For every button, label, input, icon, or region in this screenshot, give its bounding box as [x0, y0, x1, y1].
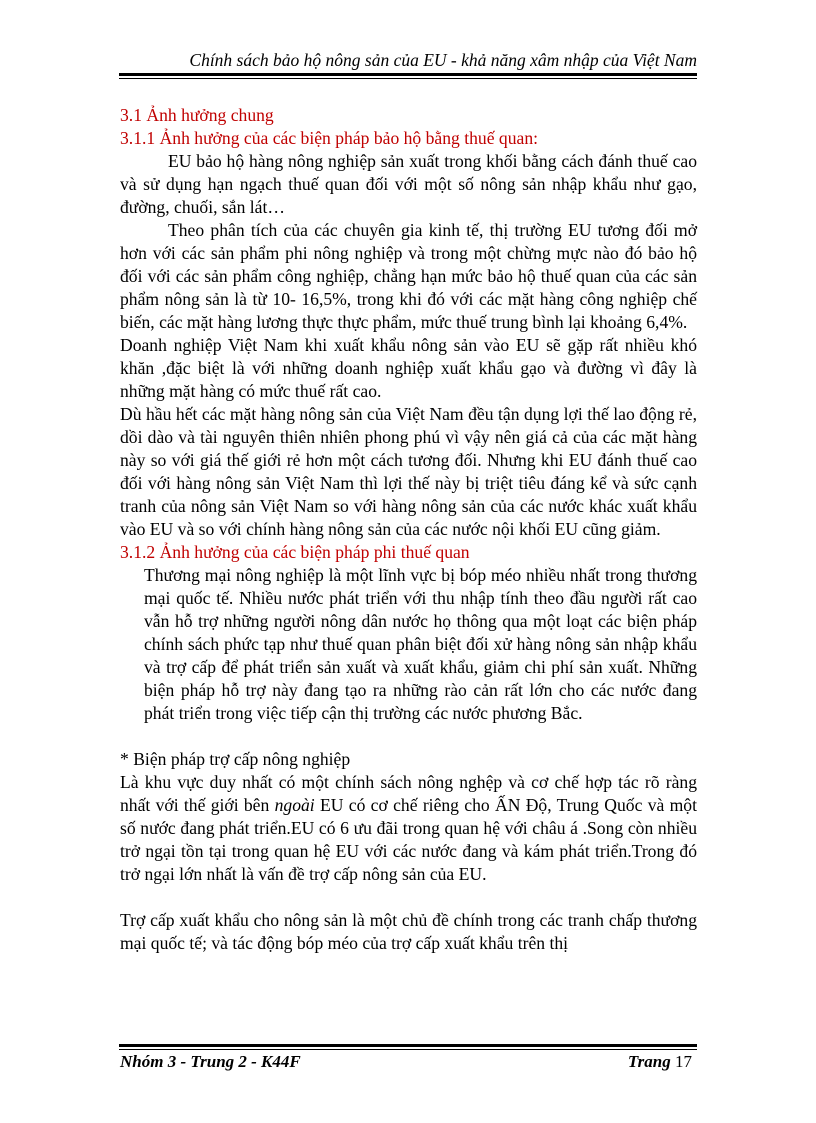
paragraph-eu-policy-part-2: EU có cơ chế riêng cho ẤN Độ, Trung Quốc và một số nước đang phát triển.EU có 6 ưu đãi trong quan hệ với châu á .Song còn nhiều trở ngại tồn tại trong quan hệ EU với các nước đang và kám phát triển.Trong đó trở ngại lớn nhất là vấn đề trợ cấp nông sản của EU. — [120, 795, 697, 884]
paragraph-expert-analysis: Theo phân tích của các chuyên gia kinh tế, thị trường EU tương đối mở hơn với các sản phẩm phi nông nghiệp và trong một chừng mực nào đó bảo hộ đối với các sản phẩm công nghiệp, chẳng hạn mức bảo hộ thuế quan của các sản phẩm nông sản là từ 10- 16,5%, trong khi đó với các mặt hàng công nghiệp chế biến, các mặt hàng lương thực thực phẩm, mức thuế trung bình lại khoảng 6,4%. — [120, 220, 697, 332]
paragraph-eu-policy — [120, 771, 697, 886]
footer-divider — [119, 1044, 697, 1050]
section-heading-3-1-2: 3.1.2 Ảnh hưởng của các biện pháp phi thuế quan — [120, 542, 470, 562]
section-heading-3-1: 3.1 Ảnh hưởng chung — [120, 105, 274, 125]
paragraph-export-subsidy: Trợ cấp xuất khẩu cho nông sản là một chủ đề chính trong các tranh chấp thương mại quốc tế; và tác động bóp méo của trợ cấp xuất khẩu trên thị — [120, 910, 697, 953]
document-body — [120, 104, 697, 955]
header-divider — [119, 73, 697, 79]
footer-page-indicator — [628, 1052, 692, 1072]
paragraph-tariff-protection: EU bảo hộ hàng nông nghiệp sản xuất trong khối bằng cách đánh thuế cao và sử dụng hạn ngạch thuế quan đối với một số nông sản nhập khẩu như gạo, đường, chuối, sắn lát… — [120, 151, 697, 217]
paragraph-vietnam-enterprises: Doanh nghiệp Việt Nam khi xuất khẩu nông sản vào EU sẽ gặp rất nhiều khó khăn ,đặc biệt là với những doanh nghiệp xuất khẩu gạo và đường vì đây là những mặt hàng có mức thuế rất cao. — [120, 335, 697, 401]
bullet-subsidy-heading: * Biện pháp trợ cấp nông nghiệp — [120, 749, 351, 769]
paragraph-eu-policy-part-1: Là khu vực duy nhất có một chính sách nông nghệp và cơ chế hợp tác rõ ràng nhất với thế giới bên — [120, 772, 697, 815]
paragraph-competitive-advantage: Dù hầu hết các mặt hàng nông sản của Việt Nam đều tận dụng lợi thế lao động rẻ, dồi dào và tài nguyên thiên nhiên phong phú vì vậy nên giá cả của các mặt hàng này so với giá thế giới rẻ hơn một cách tương đối. Nhưng khi EU đánh thuế cao đối với hàng nông sản Việt Nam thì lợi thế này bị triệt tiêu đáng kể và sức cạnh tranh của nông sản Việt Nam so với hàng nông sản của các nước khác xuất khẩu vào EU và so với chính hàng nông sản của các nước nội khối EU cũng giảm. — [120, 404, 697, 539]
spacer — [120, 886, 697, 909]
page-number: 17 — [675, 1052, 692, 1071]
paragraph-eu-policy-emphasis: ngoài — [274, 795, 315, 815]
paragraph-non-tariff: Thương mại nông nghiệp là một lĩnh vực bị bóp méo nhiều nhất trong thương mại quốc tế. Nhiều nước phát triển với thu nhập tính theo đầu người rất cao vẫn hỗ trợ những người nông dân nước họ thông qua một loạt các biện pháp chính sách phức tạp như thuế quan phân biệt đối xử hàng nông sản nhập khẩu và trợ cấp để phát triển sản xuất và xuất khẩu, giảm chi phí sản xuất. Những biện pháp hỗ trợ này đang tạo ra những rào cản rất lớn cho các nước đang phát triển trong việc tiếp cận thị trường các nước phương Bắc. — [144, 565, 697, 723]
running-header: Chính sách bảo hộ nông sản của EU - khả năng xâm nhập của Việt Nam — [189, 50, 697, 70]
spacer — [120, 725, 697, 748]
section-heading-3-1-1: 3.1.1 Ảnh hưởng của các biện pháp bảo hộ bằng thuế quan: — [120, 128, 539, 148]
footer-group-label: Nhóm 3 - Trung 2 - K44F — [120, 1052, 301, 1071]
page-label: Trang — [627, 1052, 671, 1071]
